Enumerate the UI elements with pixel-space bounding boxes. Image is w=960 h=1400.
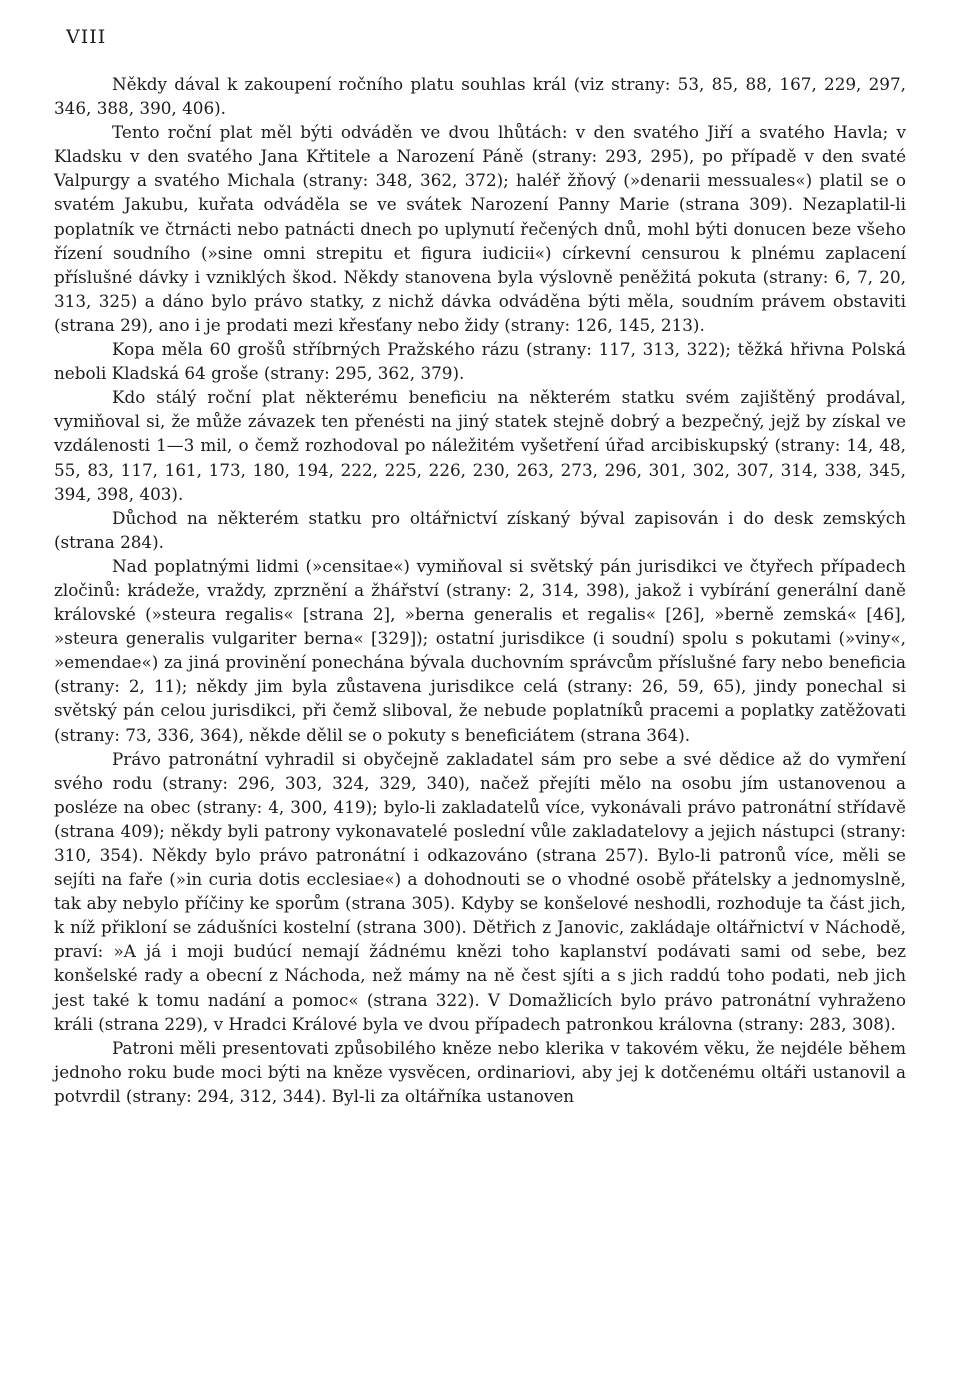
paragraph-patron-presentation: Patroni měli presentovati způsobilého kněze nebo klerika v takovém věku, že nejdéle během jednoho roku bude moci býti na kněze vysvěcen, ordinariovi, aby jej k dotčenému oltáři ustanovil a potvrdil (strany: 294, 312, 344). Byl-li za oltářníka ustanoven bbox=[54, 1037, 906, 1106]
document-body bbox=[54, 72, 906, 1108]
page-number: VIII bbox=[66, 26, 107, 48]
paragraph-land-registry: Důchod na některém statku pro oltářnictví získaný býval zapisován i do desk zemských (strana 284). bbox=[54, 507, 906, 552]
paragraph-patronage-rights: Právo patronátní vyhradil si obyčejně zakladatel sám pro sebe a své dědice až do vymření svého rodu (strany: 296, 303, 324, 329, 340), načež přejíti mělo na osobu jím ustanovenou a posléze na obec (strany: 4, 300, 419); bylo-li zakladatelů více, vykonávali právo patronátní střídavě (strana 409); někdy byli patrony vykonavatelé poslední vůle zakladatelovy a jejich nástupci (strany: 310, 354). Někdy bylo právo patronátní i odkazováno (strana 257). Bylo-li patronů více, měli se sejíti na faře (»in curia dotis ecclesiae«) a dohodnouti se o vhodné osobě přátelsky a jednomyslně, tak aby nebylo příčiny ke sporům (strana 305). Kdyby se konšelové neshodli, rozhoduje ta část jich, k níž přikloní se zádušníci kostelní (strana 300). Dětřich z Janovic, zakládaje oltářnictví v Náchodě, praví: »A já i moji budúcí nemají žádnému knězi toho kaplanství podávati sami od sebe, bez konšelské rady a obecní z Náchoda, než mámy na ně čest sjíti a s jich raddú toho podati, neb jich jest také k tomu nadání a pomoc« (strana 322). V Domažlicích bylo právo patronátní vyhraženo králi (strana 229), v Hradci Králové byla ve dvou případech patronkou královna (strany: 283, 308). bbox=[54, 748, 906, 1034]
paragraph-payment-terms: Tento roční plat měl býti odváděn ve dvou lhůtách: v den svatého Jiří a svatého Havla; v Kladsku v den svatého Jana Křtitele a Narození Páně (strany: 293, 295), po případě v den svaté Valpurgy a svatého Michala (strany: 348, 362, 372); haléř žňový (»denarii messuales«) platil se o svatém Jakubu, kuřata odváděla se ve svátek Narození Panny Marie (strana 309). Nezaplatil-li poplatník ve čtrnácti nebo patnácti dnech po uplynutí řečených dnů, mohl býti donucen beze všeho řízení soudního (»sine omni strepitu et figura iudicii«) církevní censurou k plnému zaplacení příslušné dávky i vzniklých škod. Někdy stanovena byla výslovně peněžitá pokuta (strany: 6, 7, 20, 313, 325) a dáno bylo právo statky, z nichž dávka odváděna býti měla, soudním právem obstaviti (strana 29), ano i je prodati mezi křesťany nebo židy (strany: 126, 145, 213). bbox=[54, 122, 906, 335]
paragraph-jurisdiction: Nad poplatnými lidmi (»censitae«) vymiňoval si světský pán jurisdikci ve čtyřech případech zločinů: krádeže, vraždy, zprznění a žhářství (strany: 2, 314, 398), jakož i vybírání generální daně královské (»steura regalis« [strana 2], »berna generalis et regalis« [26], »berně zemská« [46], »steura generalis vulgariter berna« [329]); ostatní jurisdikce (i soudní) spolu s pokutami (»viny«, »emendae«) za jiná provinění ponechána bývala duchovním správcům příslušné fary nebo beneficia (strany: 2, 11); někdy jim byla zůstavena jurisdikce celá (strany: 26, 59, 65), jindy ponechal si světský pán celou jurisdikci, při čemž sliboval, že nebude poplatníků pracemi a poplatky zatěžovati (strany: 73, 336, 364), někde dělil se o pokuty s beneficiátem (strana 364). bbox=[54, 555, 906, 745]
paragraph-royal-consent: Někdy dával k zakoupení ročního platu souhlas král (viz strany: 53, 85, 88, 167, 229, 297, 346, 388, 390, 406). bbox=[54, 74, 906, 119]
paragraph-currency: Kopa měla 60 grošů stříbrných Pražského rázu (strany: 117, 313, 322); těžká hřivna Polská neboli Kladská 64 groše (strany: 295, 362, 379). bbox=[54, 339, 906, 384]
paragraph-transfer-obligation: Kdo stálý roční plat některému beneficiu na některém statku svém zajištěný prodával, vymiňoval si, že může závazek ten přenésti na jiný statek stejně dobrý a bezpečný, jejž by získal ve vzdálenosti 1—3 mil, o čemž rozhodoval po náležitém vyšetření úřad arcibiskupský (strany: 14, 48, 55, 83, 117, 161, 173, 180, 194, 222, 225, 226, 230, 263, 273, 296, 301, 302, 307, 314, 338, 345, 394, 398, 403). bbox=[54, 387, 906, 504]
